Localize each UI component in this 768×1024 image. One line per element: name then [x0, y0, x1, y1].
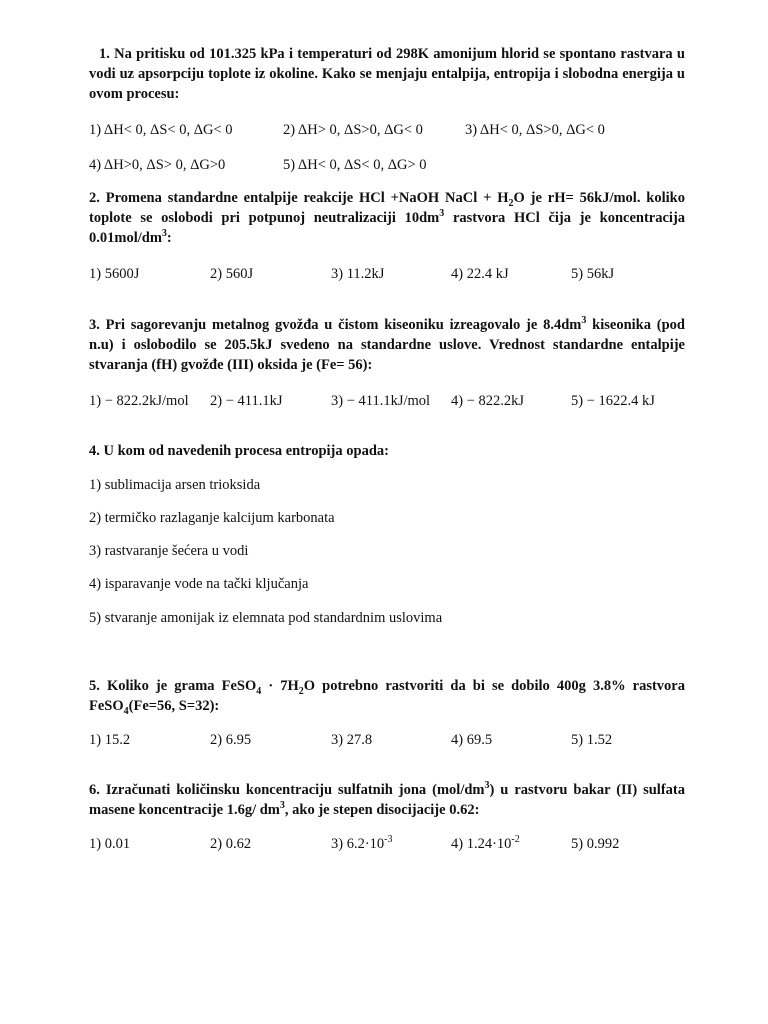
question-number: 2. — [89, 190, 100, 206]
option-1[interactable]: 1) − 822.2kJ/mol — [89, 393, 189, 409]
option-4[interactable]: 4) − 822.2kJ — [451, 393, 525, 409]
exponent: -2 — [511, 834, 520, 846]
question-4-option-2[interactable]: 2) termičko razlaganje kalcijum karbonata — [89, 510, 335, 526]
question-text: ) u rastvoru bakar (II) sulfata — [489, 782, 685, 798]
question-text: Na pritisku od 101.325 kPa i temperaturi od 298K amonijum hlorid se spontano rastvara u vodi uz apsorpciju toplote iz okoline. Kako se menjaju entalpija, entropija i slobodna energija u ovom procesu: — [89, 46, 685, 102]
question-number: 4. — [89, 443, 100, 459]
superscript: 3 — [161, 228, 167, 240]
question-text: koncentracija 0.01mol/dm — [89, 210, 686, 246]
question-text: U kom od navedenih procesa entropija opada: — [103, 443, 389, 459]
question-text: rastvora HCl čija je — [452, 210, 591, 226]
question-text: Promena standardne entalpije reakcije HCl +NaOH — [105, 190, 440, 206]
question-number: 3. — [89, 317, 100, 333]
superscript: 3 — [484, 780, 490, 792]
superscript: 3 — [581, 315, 587, 327]
question-1-options-row-1 — [89, 120, 689, 140]
option-4-text: 4) 1.24·10 — [451, 836, 512, 852]
option-1[interactable]: 1) 15.2 — [89, 732, 131, 748]
question-3-options — [89, 391, 689, 411]
superscript: 3 — [279, 800, 285, 812]
question-1-options-row-2 — [89, 155, 689, 175]
option-4[interactable]: 4) 69.5 — [451, 732, 493, 748]
question-text: FeSO — [89, 698, 124, 714]
option-3-text: 3) 6.2·10 — [331, 836, 385, 852]
question-4-option-5[interactable]: 5) stvaranje amonijak iz elemnata pod standardnim uslovima — [89, 610, 443, 626]
subscript: 4 — [123, 705, 129, 717]
question-text: Izračunati količinsku koncentraciju sulfatnih jona (mol/dm — [105, 782, 485, 798]
subscript: 2 — [298, 685, 304, 697]
question-6 — [89, 780, 685, 820]
option-2[interactable]: 2) − 411.1kJ — [210, 393, 283, 409]
question-text: O je — [513, 190, 542, 206]
question-text: kiseonika (pod — [592, 317, 685, 333]
question-3-stem — [89, 315, 685, 375]
question-5-stem — [89, 676, 685, 716]
question-text: O potrebno rastvoriti da bi se dobilo 400g 3.8% rastvora — [303, 678, 685, 694]
question-text: Pri sagorevanju metalnog gvožđa u čistom kiseoniku izreagovalo je 8.4dm — [105, 317, 582, 333]
question-4-option-1[interactable]: 1) sublimacija arsen trioksida — [89, 477, 261, 493]
option-3[interactable]: 3) 11.2kJ — [331, 266, 385, 282]
option-1[interactable]: 1) 0.01 — [89, 836, 131, 852]
option-3[interactable]: 3) − 411.1kJ/mol — [331, 393, 431, 409]
option-5[interactable]: 5) ΔH< 0, ΔS< 0, ΔG> 0 — [283, 157, 427, 173]
option-2[interactable]: 2) 560J — [210, 266, 254, 282]
option-5[interactable]: 5) 56kJ — [571, 266, 615, 282]
question-text: , ako je stepen disocijacije 0.62: — [284, 802, 480, 818]
question-text: 56kJ/mol. koliko toplote se oslobodi pri potpunoj neutralizaciji 10dm — [89, 190, 685, 226]
exponent: -3 — [384, 834, 393, 846]
option-5[interactable]: 5) 1.52 — [571, 732, 613, 748]
question-6-stem — [89, 780, 685, 820]
option-2[interactable]: 2) 0.62 — [210, 836, 252, 852]
option-2[interactable]: 2) 6.95 — [210, 732, 252, 748]
question-text: n.u) i oslobodilo se 205.5kJ svedeno na standardne uslove. Vrednost standardne entalpije — [89, 337, 685, 353]
option-3[interactable]: 3) 27.8 — [331, 732, 373, 748]
subscript: 4 — [256, 685, 262, 697]
option-3[interactable] — [331, 834, 393, 854]
question-5-options — [89, 730, 689, 750]
question-2-stem: 2. Promena standardne entalpije reakcije HCl +NaOH NaCl + $H_2O$ je rH= 56kJ/mol. koliko toplote se oslobodi pri potpunoj neutralizaciji $10dm^3$ rastvora HCl čija je koncentracija $0.01mol/dm^3$: — [89, 190, 686, 246]
question-number: 6. — [89, 782, 100, 798]
question-text: stvaranja ( — [89, 357, 157, 373]
question-4 — [89, 441, 685, 461]
option-5[interactable]: 5) − 1622.4 kJ — [571, 393, 655, 409]
question-3 — [89, 315, 685, 375]
question-text: rH= — [547, 190, 574, 206]
question-1-stem — [89, 44, 685, 104]
superscript: 3 — [439, 208, 445, 220]
option-1[interactable]: 1) 5600J — [89, 266, 140, 282]
subscript: 2 — [508, 197, 514, 209]
question-4-stem — [89, 441, 685, 461]
question-text: fH) gvožđe (III) oksida je (Fe= 56): — [156, 357, 373, 373]
option-4[interactable] — [451, 834, 520, 854]
option-1[interactable]: 1) ΔH< 0, ΔS< 0, ΔG< 0 — [89, 122, 233, 138]
question-number: 1. — [99, 46, 110, 62]
question-text: Koliko je grama FeSO — [106, 678, 257, 694]
question-text: · 7H — [268, 678, 299, 694]
question-4-option-4[interactable]: 4) isparavanje vode na tački ključanja — [89, 576, 309, 592]
question-4-option-3[interactable]: 3) rastvaranje šećera u vodi — [89, 543, 249, 559]
question-2-options — [89, 264, 689, 284]
question-2 — [89, 188, 685, 248]
option-3[interactable]: 3) ΔH< 0, ΔS>0, ΔG< 0 — [465, 122, 605, 138]
question-text: NaCl + H — [445, 190, 509, 206]
option-4[interactable]: 4) 22.4 kJ — [451, 266, 509, 282]
question-6-options — [89, 834, 689, 854]
option-2[interactable]: 2) ΔH> 0, ΔS>0, ΔG< 0 — [283, 122, 423, 138]
option-5[interactable]: 5) 0.992 — [571, 836, 620, 852]
question-number: 5. — [89, 678, 100, 694]
question-text: masene koncentracije 1.6g/ dm — [89, 802, 280, 818]
question-text: (Fe=56, S=32): — [128, 698, 220, 714]
question-1 — [89, 44, 685, 104]
option-4[interactable]: 4) ΔH>0, ΔS> 0, ΔG>0 — [89, 157, 226, 173]
question-5 — [89, 676, 685, 716]
